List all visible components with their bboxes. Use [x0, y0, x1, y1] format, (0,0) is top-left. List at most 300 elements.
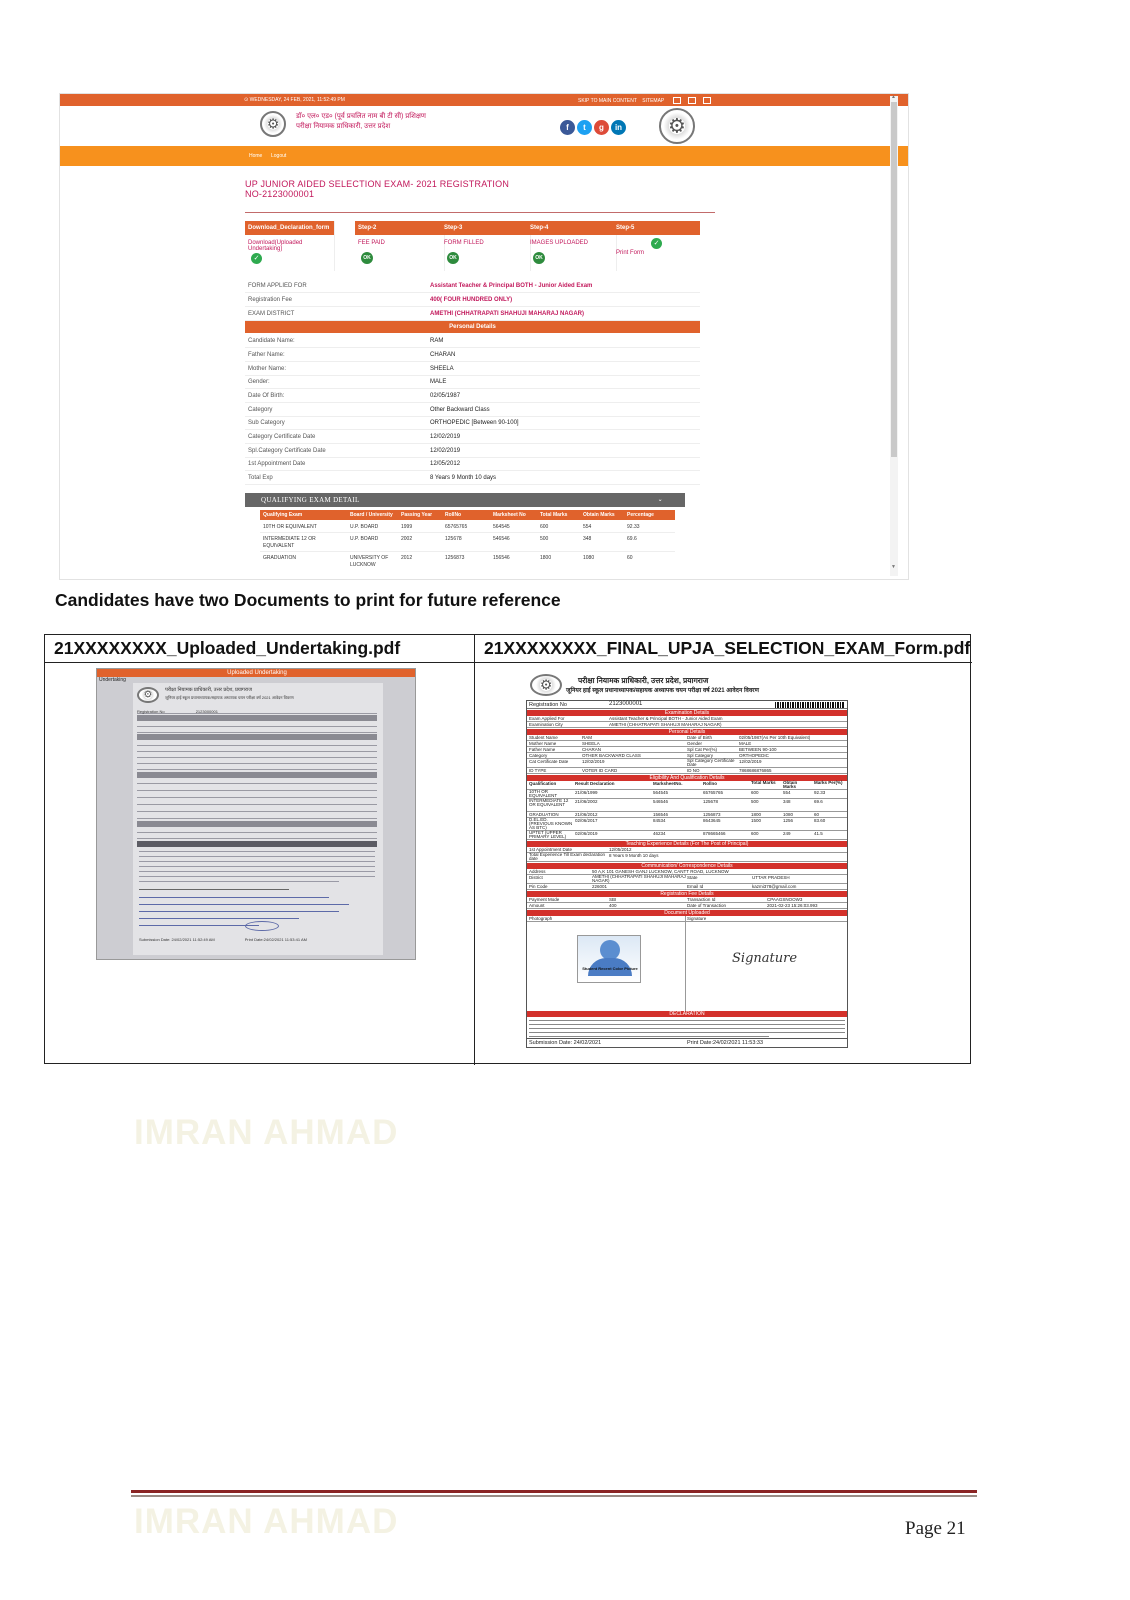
step-header: Step-4	[527, 221, 616, 235]
scroll-up-icon[interactable]: ▲	[891, 94, 896, 100]
grid-row	[137, 834, 377, 839]
col-header: MarksheetNo.	[653, 781, 683, 786]
ff-label: Email Id	[687, 884, 704, 889]
table-divider	[474, 635, 475, 1065]
text-line	[529, 1028, 845, 1029]
cell: 02/06/2019	[575, 831, 598, 836]
ff-label: 1st Appointment Date	[529, 847, 573, 852]
cell: 1999	[401, 524, 413, 530]
ff-value: MALE	[739, 741, 752, 746]
col-header: Board / University	[350, 512, 393, 518]
cell: 546546	[493, 536, 510, 542]
ff-divider	[685, 916, 686, 1011]
submission-date: Submission Date: 24/02/2021 11:52:49 AM	[139, 937, 215, 942]
ff-label: ID NO	[687, 768, 700, 773]
ff-label: Payment Mode	[529, 897, 560, 902]
text-line	[139, 866, 375, 867]
ff-label: Spl Category	[687, 753, 714, 758]
field-label: FORM APPLIED FOR	[248, 283, 307, 289]
undertaking-filename: 21XXXXXXXX_Uploaded_Undertaking.pdf	[54, 638, 401, 658]
org-name-line2: परीक्षा नियामक प्राधिकारी, उत्तर प्रदेश	[296, 123, 391, 130]
undertaking-header-line2: जूनियर हाई स्कूल प्रधानाध्यापक/सहायक अध्यापक चयन परीक्षा वर्ष 2021 आवेदन विवरण	[165, 695, 294, 700]
portal-top-strip	[60, 94, 909, 106]
col-header: Obtain Marks	[583, 512, 615, 518]
print-date: Print Date:24/02/2021 11:53:41 AM	[244, 937, 307, 942]
section-band: Personal Details	[527, 729, 847, 735]
ok-badge-icon: OK	[447, 252, 459, 264]
cell: 69.6	[627, 536, 637, 542]
cell: 8643645	[703, 818, 721, 823]
pd-row	[245, 457, 700, 471]
cell: 1800	[751, 812, 762, 817]
pd-label: 1st Appointment Date	[248, 461, 306, 467]
text-line	[139, 861, 375, 862]
ff-row	[527, 903, 847, 909]
ff-label: Date of Birth	[687, 735, 713, 740]
step-header: Step-3	[441, 221, 530, 235]
ff-value: CHARAN	[582, 747, 602, 752]
cell: 60	[814, 812, 820, 817]
google-plus-icon[interactable]: g	[594, 120, 609, 135]
cell: 92.33	[627, 524, 640, 530]
pd-value: ORTHOPEDIC [Between 90-100]	[430, 420, 519, 426]
ff-value: VOTER ID CARD	[582, 768, 618, 773]
pd-label: Candidate Name:	[248, 338, 295, 344]
text-line	[529, 1036, 769, 1037]
cell: GRADUATION	[529, 812, 559, 817]
cell: 83.60	[814, 818, 826, 823]
pd-label: Spl.Category Certificate Date	[248, 448, 326, 454]
table-row	[260, 553, 675, 571]
col-header: Qualification	[529, 781, 557, 786]
ff-value: Assistant Teacher & Principal BOTH - Junior Aided Exam	[609, 716, 723, 721]
ff-qual-row	[527, 790, 847, 799]
cell: 1800	[540, 555, 552, 561]
cell: UNIVERSITY OF LUCKNOW	[350, 555, 389, 568]
grid-row	[137, 786, 377, 791]
col-header: Total Marks	[540, 512, 568, 518]
undertaking-document-image	[96, 668, 416, 960]
pd-row	[245, 348, 700, 362]
grid-row	[137, 814, 377, 819]
grid-row	[137, 765, 377, 770]
ff-value: UTTAR PRADESH	[752, 875, 790, 880]
cell: 600	[540, 524, 549, 530]
cell: 1500	[751, 818, 762, 823]
undertaking-header-line1: परीक्षा नियामक प्राधिकारी, उत्तर प्रदेश, प्रयागराज	[165, 687, 252, 693]
avatar-head-icon	[600, 940, 620, 960]
step-1	[245, 221, 335, 271]
ff-value: AMETHI (CHHATRAPATI SHAHUJI MAHARAJ NAGAR)	[609, 722, 722, 727]
cell: 554	[583, 524, 592, 530]
barcode-icon	[775, 702, 845, 708]
step-status: FORM FILLED	[444, 240, 484, 246]
text-line	[139, 876, 375, 877]
ff-value: OTHER BACKWARD CLASS	[582, 753, 641, 758]
step-2	[355, 221, 445, 271]
cell: 21/06/2002	[575, 799, 598, 804]
facebook-icon[interactable]: f	[560, 120, 575, 135]
section-band: Examination Details	[527, 710, 847, 716]
check-icon: ✓	[651, 238, 662, 249]
emblem-icon	[530, 674, 562, 696]
registration-steps	[245, 221, 700, 271]
pd-value: Other Backward Class	[430, 407, 490, 413]
cell: 348	[583, 536, 592, 542]
ff-row	[527, 875, 847, 884]
ff-qual-row	[527, 818, 847, 831]
cell: 65765765	[445, 524, 468, 530]
section-band: Document Uploaded	[527, 910, 847, 916]
cell: 1080	[583, 555, 595, 561]
ff-value: CPAAGSNOOW3	[767, 897, 803, 902]
cell: 500	[540, 536, 549, 542]
footer-rule	[131, 1490, 977, 1493]
final-form-body	[526, 700, 848, 1048]
field-value: AMETHI (CHHATRAPATI SHAHUJI MAHARAJ NAGAR)	[430, 311, 584, 317]
pd-row	[245, 403, 700, 417]
cell: 1256873	[703, 812, 721, 817]
section-band	[137, 734, 377, 740]
signature-label: Signature	[687, 916, 707, 921]
pd-label: Sub Category	[248, 420, 285, 426]
cell: 554	[783, 790, 791, 795]
ff-label: Transaction Id	[687, 897, 716, 902]
handwriting-line	[139, 911, 339, 912]
cell: U.P. BOARD	[350, 536, 379, 542]
registration-title	[245, 179, 509, 199]
section-band: Eligibility And Qualification Details	[527, 775, 847, 781]
org-name	[296, 112, 426, 132]
skip-link[interactable]: SKIP TO MAIN CONTENT	[578, 97, 637, 104]
cell: 46234	[653, 831, 666, 836]
grid-row	[137, 793, 377, 798]
ff-label: District	[529, 875, 543, 880]
grid-row	[137, 807, 377, 812]
grid-row	[137, 779, 377, 784]
final-form-footer	[527, 1038, 847, 1046]
print-date: Print Date:24/02/2021 11:53:33	[687, 1040, 764, 1046]
download-undertaking-link[interactable]: Download(Uploaded Undertaking)	[248, 240, 303, 252]
cell: 600	[751, 790, 759, 795]
state-emblem-icon-right	[659, 108, 695, 144]
ff-label: Date of Transaction	[687, 903, 727, 908]
ff-label: Exam Applied For	[529, 716, 565, 721]
section-band	[137, 841, 377, 847]
pd-label: Gender:	[248, 379, 270, 385]
chevron-down-icon: ⌄	[657, 497, 663, 503]
step-4	[527, 221, 617, 271]
pd-row	[245, 362, 700, 376]
cell: 546546	[653, 799, 669, 804]
table-row	[260, 534, 675, 552]
cell: D.EL.ED. (PREVIOUS KNOWN AS BTC)	[529, 817, 573, 830]
cell: 564545	[653, 790, 669, 795]
cell: 2002	[401, 536, 413, 542]
scrollbar-thumb[interactable]	[891, 102, 897, 457]
ff-label: Category	[529, 753, 548, 758]
ff-label: Address	[529, 869, 546, 874]
reg-label: Registration No	[529, 702, 567, 708]
field-value: 400( FOUR HUNDRED ONLY)	[430, 297, 513, 303]
registration-number: NO-2123000001	[245, 189, 315, 199]
step-5	[613, 221, 700, 271]
twitter-icon[interactable]: t	[577, 120, 592, 135]
final-form-header	[526, 672, 848, 700]
qualifying-exam-header[interactable]	[245, 493, 685, 507]
cell: 249	[783, 831, 791, 836]
footer-rule-thin	[131, 1495, 977, 1497]
text-line	[529, 1020, 845, 1021]
text-line	[529, 1024, 845, 1025]
print-form-link[interactable]: Print Form	[616, 250, 645, 256]
ff-value: kazmi378@gmail.com	[752, 884, 797, 889]
footer-watermark: IMRAN AHMAD	[134, 1502, 399, 1541]
ff-row	[527, 884, 847, 890]
ff-qual-header	[527, 781, 847, 790]
step-header: Step-2	[355, 221, 444, 235]
registration-fee-row	[245, 293, 700, 307]
final-form-title-line2: जूनियर हाई स्कूल प्रधानाध्यापक/सहायक अध्यापक चयन परीक्षा वर्ष 2021 आवेदन विवरण	[566, 688, 759, 694]
cell: 21/06/2012	[575, 812, 598, 817]
pd-row	[245, 416, 700, 430]
qualifying-table-header	[260, 510, 675, 520]
ff-row	[527, 759, 847, 768]
cell: 2012	[401, 555, 413, 561]
ff-row	[527, 853, 847, 862]
section-band: Teaching Experience Details (For The Post of Principal)	[527, 841, 847, 847]
grid-row	[137, 753, 377, 758]
grid-row	[137, 800, 377, 805]
pd-value: SHEELA	[430, 366, 454, 372]
ff-qual-row	[527, 831, 847, 840]
section-band	[137, 772, 377, 778]
undertaking-sub: Undertaking	[99, 677, 126, 683]
cell: U.P. BOARD	[350, 524, 379, 530]
col-header: Total Marks	[751, 780, 776, 785]
section-band	[137, 715, 377, 721]
pd-label: Mother Name:	[248, 366, 287, 372]
cell: 69.6	[814, 799, 823, 804]
ff-value: RAM	[582, 735, 592, 740]
reg-label: Registration No	[137, 709, 165, 714]
page-number: Page 21	[905, 1518, 966, 1539]
ff-value: 12/02/2019	[582, 759, 605, 764]
cell: 1256	[783, 818, 794, 823]
portal-header	[60, 106, 909, 146]
cell: 1080	[783, 812, 794, 817]
section-band: Registration Fee Details	[527, 891, 847, 897]
ff-value: 12/05/2012	[609, 847, 632, 852]
ff-label: Total Experience Till Exam declaration date	[529, 852, 606, 861]
step-header: Step-5	[613, 221, 700, 235]
cell: 1256873	[445, 555, 465, 561]
text-line	[139, 871, 375, 872]
date-text: WEDNESDAY, 24 FEB, 2021, 11:52:49 PM	[249, 97, 345, 103]
pd-value: 02/05/1987	[430, 393, 461, 399]
pd-row	[245, 389, 700, 403]
grid-row	[137, 828, 377, 833]
cell: 125678	[703, 799, 719, 804]
submission-date: Submission Date: 24/02/2021	[529, 1040, 602, 1046]
pd-value: 12/02/2019	[430, 434, 461, 440]
handwriting-line	[139, 897, 329, 898]
ff-label: Spl Cat Per(%)	[687, 747, 718, 752]
grid-row	[137, 722, 377, 727]
step-header: Download_Declaration_form	[245, 221, 334, 235]
photo-caption: Student Recent Color Picture	[582, 966, 638, 971]
ff-value: 12/02/2019	[739, 759, 762, 764]
pd-row	[245, 334, 700, 348]
final-form-title-line1: परीक्षा नियामक प्राधिकारी, उत्तर प्रदेश, प्रयागराज	[578, 676, 709, 685]
cell: 02/06/2017	[575, 818, 598, 823]
cell: 60	[627, 555, 633, 561]
pd-label: Category	[248, 407, 273, 413]
cell: 10TH OR EQUIVALENT	[263, 524, 317, 530]
ff-row	[527, 916, 847, 922]
ff-label: ID TYPE	[529, 768, 547, 773]
cell: 500	[751, 799, 759, 804]
col-header: RollNo	[445, 512, 462, 518]
title-divider	[245, 212, 715, 213]
documents-caption: Candidates have two Documents to print for future reference	[55, 590, 561, 610]
pd-row	[245, 430, 700, 444]
pd-value: 12/05/2012	[430, 461, 461, 467]
undertaking-paper	[133, 683, 383, 955]
social-links	[560, 117, 628, 135]
font-normal-button[interactable]	[688, 97, 696, 104]
reg-value: 2123000001	[609, 701, 643, 707]
ff-label: Pin Code	[529, 884, 548, 889]
ff-label: Student Name	[529, 735, 558, 740]
ff-value: 50 A,K 101 GANESH GANJ LUCKNOW, CANTT ROAD, LUCKNOW	[592, 869, 729, 874]
ff-value: 2021-02-23 15:26:03.993	[767, 903, 818, 908]
ff-label: State	[687, 875, 698, 880]
col-header: Obtain Marks	[783, 780, 798, 789]
ff-label: Examination City	[529, 722, 563, 727]
portal-nav	[60, 146, 909, 166]
ff-value: 02/05/1987(As Per 10th Equivalent)	[739, 735, 811, 740]
step-3	[441, 221, 531, 271]
cell: GRADUATION	[263, 555, 296, 561]
handwriting-line	[139, 904, 349, 905]
text-line	[139, 889, 289, 890]
ff-label: Father Name	[529, 747, 556, 752]
font-increase-button[interactable]	[703, 97, 711, 104]
grid-row	[137, 759, 377, 764]
cell: 84534	[653, 818, 666, 823]
nav-logout[interactable]: Logout	[271, 153, 287, 159]
cell: 156546	[493, 555, 510, 561]
section-band: Communication/ Correspondence Details	[527, 863, 847, 869]
state-emblem-icon	[260, 111, 286, 137]
field-label: Registration Fee	[248, 297, 293, 303]
text-line	[529, 1032, 845, 1033]
cell: 348	[783, 799, 791, 804]
ff-label: Cat Certificate Date	[529, 759, 569, 764]
nav-home[interactable]: Home	[249, 153, 263, 159]
pd-label: Father Name:	[248, 352, 285, 358]
org-name-line1: डॉ० एल० एड० (पूर्व प्रचलित नाम बी टी सी) प्रशिक्षण	[296, 113, 426, 120]
scroll-down-icon[interactable]: ▼	[891, 564, 896, 570]
col-header: Result Declaration	[575, 781, 615, 786]
ff-value: 400	[609, 903, 617, 908]
ff-value: SHEELA	[582, 741, 600, 746]
cell: 10TH OR EQUIVALENT	[529, 789, 558, 798]
ff-qual-row	[527, 799, 847, 812]
pd-label: Date Of Birth:	[248, 393, 285, 399]
pd-row	[245, 444, 700, 458]
text-line	[139, 851, 375, 852]
sitemap-link[interactable]: SITEMAP	[642, 97, 665, 104]
signature-image: Signature	[732, 951, 798, 966]
grid-row	[137, 741, 377, 746]
cell: UPTET (UPPER PRIMARY LEVEL)	[529, 830, 567, 839]
col-header: Qualifying Exam	[263, 512, 303, 518]
registration-title-line1: UP JUNIOR AIDED SELECTION EXAM- 2021 REGISTRATION	[245, 179, 510, 189]
pd-value: 12/02/2019	[430, 448, 461, 454]
ff-value: ORTHOPEDIC	[739, 753, 769, 758]
col-header: Marksheet No	[493, 512, 526, 518]
pd-value: RAM	[430, 338, 444, 344]
handwriting-line	[139, 918, 299, 919]
ff-value: AMETHI (CHHATRAPATI SHAHUJI MAHARAJ NAGAR)	[592, 874, 686, 883]
ff-row	[527, 768, 847, 774]
personal-details-header: Personal Details	[245, 321, 700, 333]
ff-label: Spl Category Certificate Date	[687, 758, 735, 767]
cell: 41.5	[814, 831, 823, 836]
cell: 21/06/1999	[575, 790, 598, 795]
watermark: IMRAN AHMAD	[134, 1113, 399, 1152]
ok-badge-icon: OK	[361, 252, 373, 264]
section-band: DECLARATION	[527, 1011, 847, 1017]
table-row	[260, 522, 675, 533]
handwriting-line	[139, 925, 259, 926]
cell: 600	[751, 831, 759, 836]
cell: INTERMEDIATE 12 OR EQUIVALENT	[263, 536, 316, 549]
top-links	[578, 97, 715, 104]
ff-value: BETWEEN 90-100	[739, 747, 777, 752]
cell: INTERMEDIATE 12 OR EQUIVALENT	[529, 798, 569, 807]
field-value: Assistant Teacher & Principal BOTH - Junior Aided Exam	[430, 283, 593, 289]
step-status: IMAGES UPLOADED	[530, 240, 589, 246]
photo-label: Photograph	[529, 916, 553, 921]
final-form-image	[526, 672, 848, 1050]
date-line: ⊙ WEDNESDAY, 24 FEB, 2021, 11:52:49 PM	[244, 97, 345, 103]
ok-badge-icon: OK	[533, 252, 545, 264]
col-header: Marks Per(%)	[814, 780, 843, 785]
col-header: Rollno	[703, 781, 717, 786]
ff-label: Gender	[687, 741, 703, 746]
cell: 878665466	[703, 831, 726, 836]
final-form-filename: 21XXXXXXXX_FINAL_UPJA_SELECTION_EXAM_Form.pdf	[484, 638, 971, 658]
check-icon: ✓	[251, 253, 262, 264]
portal-screenshot	[59, 93, 909, 580]
photo-placeholder	[577, 935, 641, 983]
ff-row	[527, 722, 847, 728]
linkedin-icon[interactable]: in	[611, 120, 626, 135]
text-line	[139, 881, 339, 882]
undertaking-reg-row	[137, 709, 377, 714]
font-decrease-button[interactable]	[673, 97, 681, 104]
grid-row	[137, 747, 377, 752]
undertaking-header	[165, 687, 294, 701]
pd-label: Total Exp	[248, 475, 273, 481]
signature-scribble	[245, 921, 279, 931]
field-label: EXAM DISTRICT	[248, 311, 295, 317]
text-line	[139, 856, 375, 857]
table-divider	[45, 662, 972, 663]
